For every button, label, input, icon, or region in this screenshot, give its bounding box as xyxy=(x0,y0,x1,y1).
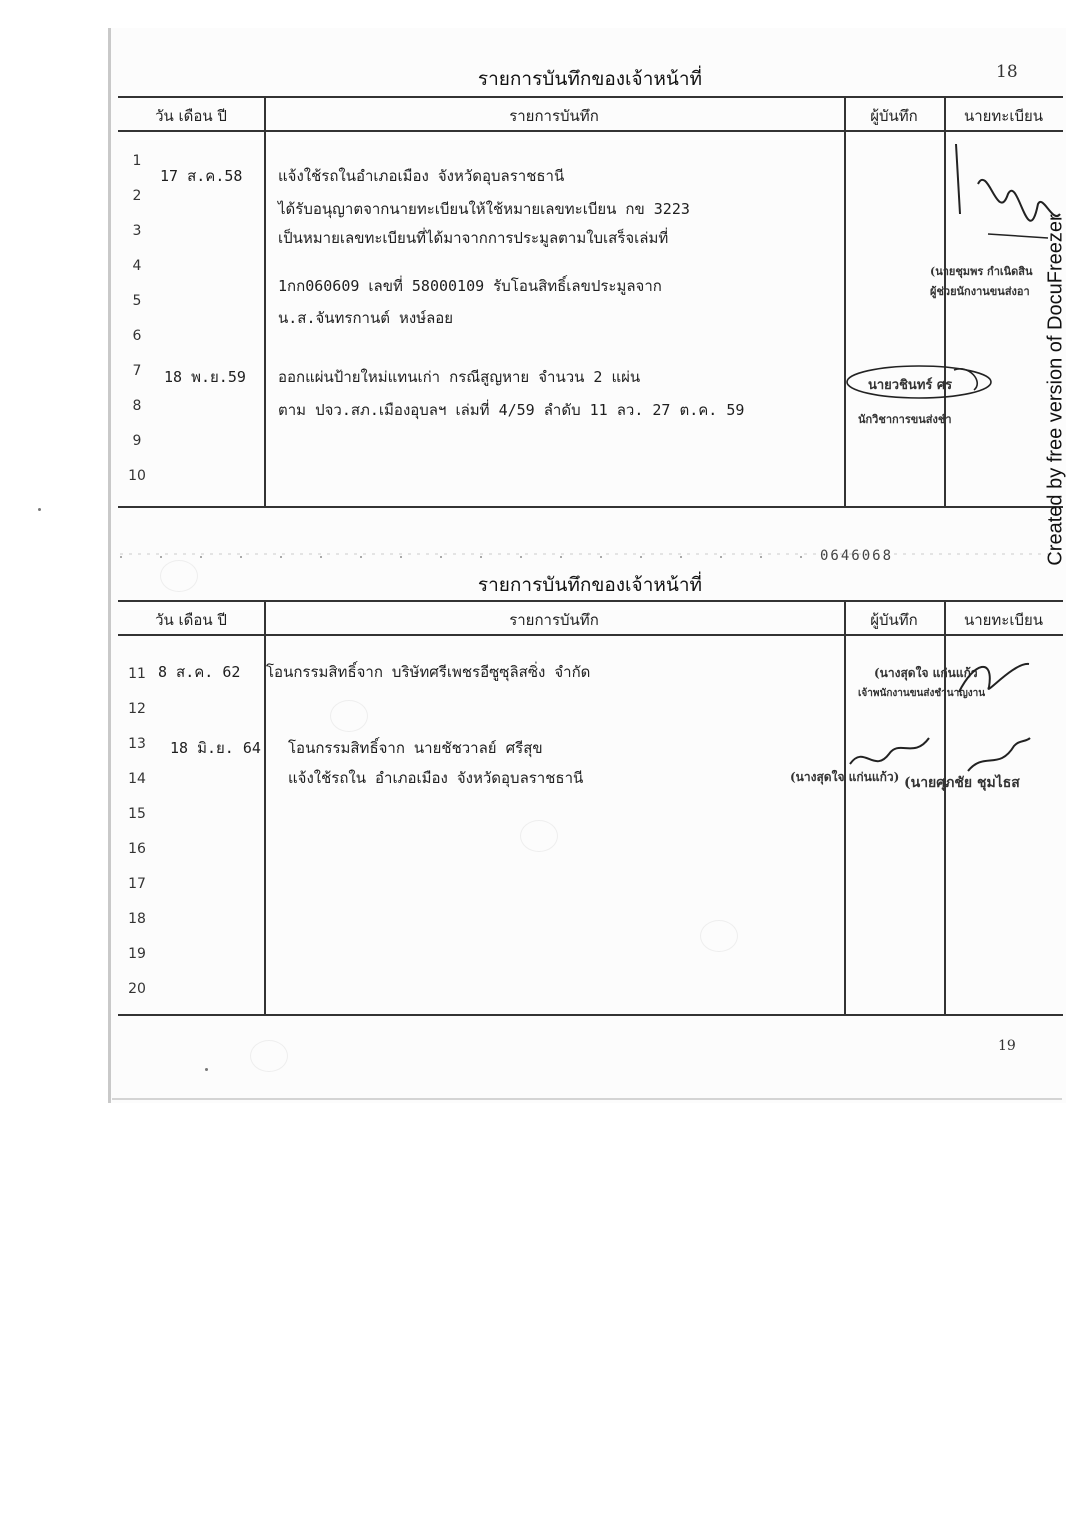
entry-date: 17 ส.ค.58 xyxy=(160,167,243,185)
entry-line: เป็นหมายเลขทะเบียนที่ได้มาจากการประมูลตามใบเสร็จเล่มที่ xyxy=(278,229,669,247)
row-number: 19 xyxy=(128,946,146,962)
header-entry: รายการบันทึก xyxy=(509,611,599,629)
row-number: 2 xyxy=(132,188,142,204)
record-table-2 xyxy=(118,600,1063,1016)
registrar-stamp-title: ผู้ช่วยนักงานขนส่งอา xyxy=(930,285,1030,298)
header-divider xyxy=(118,130,1063,132)
section-title: รายการบันทึกของเจ้าหน้าที่ xyxy=(477,68,703,90)
signature-icon xyxy=(954,652,1034,702)
row-number: 8 xyxy=(132,398,142,414)
column-divider xyxy=(844,602,846,1014)
row-number: 20 xyxy=(128,981,146,997)
header-registrar: นายทะเบียน xyxy=(963,611,1044,629)
header-date: วัน เดือน ปี xyxy=(155,611,227,629)
header-divider xyxy=(118,634,1063,636)
page-edge xyxy=(112,1098,1062,1100)
record-table-1 xyxy=(118,96,1063,508)
row-number: 1 xyxy=(132,153,142,169)
row-number: 18 xyxy=(128,911,146,927)
row-number: 15 xyxy=(128,806,146,822)
entry-date: 18 พ.ย.59 xyxy=(164,368,246,386)
header-recorder: ผู้บันทึก xyxy=(870,611,918,629)
entry-line: ตาม ปจว.สภ.เมืองอุบลฯ เล่มที่ 4/59 ลำดับ 11 ลว. 27 ต.ค. 59 xyxy=(278,401,745,419)
column-divider xyxy=(844,98,846,506)
registrar-stamp-title: นักวิชาการขนส่งชำ xyxy=(858,413,952,426)
background-pattern xyxy=(250,1040,288,1072)
recorder-stamp-name: (นางสุดใจ แก่นแก้ว xyxy=(874,666,978,680)
recorder-stamp-name: (นางสุดใจ แก่นแก้ว) xyxy=(790,770,900,784)
scan-speck xyxy=(205,1068,208,1071)
column-divider xyxy=(944,98,946,506)
entry-line: โอนกรรมสิทธิ์จาก นายชัชวาลย์ ศรีสุข xyxy=(288,739,543,757)
row-number: 5 xyxy=(132,293,142,309)
scan-speck xyxy=(38,508,41,511)
registrar-stamp-name: (นายชุมพร กำเนิดสิน xyxy=(930,265,1033,278)
entry-line: แจ้งใช้รถในอำเภอเมือง จังหวัดอุบลราชธานี xyxy=(278,167,565,185)
row-number: 4 xyxy=(132,258,142,274)
row-number: 12 xyxy=(128,701,146,717)
header-entry: รายการบันทึก xyxy=(509,107,599,125)
row-number: 16 xyxy=(128,841,146,857)
page-number: 19 xyxy=(998,1038,1016,1054)
row-number: 6 xyxy=(132,328,142,344)
recorder-stamp-title: เจ้าพนักงานขนส่งชำนาญงาน xyxy=(858,688,986,699)
dotted-separator xyxy=(120,548,1060,566)
section-title: รายการบันทึกของเจ้าหน้าที่ xyxy=(477,574,703,596)
header-recorder: ผู้บันทึก xyxy=(870,107,918,125)
row-number: 17 xyxy=(128,876,146,892)
row-number: 14 xyxy=(128,771,146,787)
row-number: 13 xyxy=(128,736,146,752)
watermark xyxy=(1038,170,1074,610)
entry-date: 18 มิ.ย. 64 xyxy=(170,739,261,757)
entry-line: น.ส.จันทรกานต์ หงษ์ลอย xyxy=(278,309,454,327)
watermark-text: Created by free version of DocuFreezer xyxy=(1044,214,1067,566)
entry-line: 1กก060609 เลขที่ 58000109 รับโอนสิทธิ์เลขประมูลจาก xyxy=(278,277,662,295)
row-number: 11 xyxy=(128,666,146,682)
column-divider xyxy=(264,98,266,506)
entry-date: 8 ส.ค. 62 xyxy=(158,663,241,681)
separator-number: 0646068 xyxy=(820,548,894,564)
header-date: วัน เดือน ปี xyxy=(155,107,227,125)
row-number: 10 xyxy=(128,468,146,484)
entry-line: ได้รับอนุญาตจากนายทะเบียนให้ใช้หมายเลขทะเบียน กข 3223 xyxy=(278,200,690,218)
entry-line: ออกแผ่นป้ายใหม่แทนเก่า กรณีสูญหาย จำนวน 2 แผ่น xyxy=(278,368,641,386)
registrar-stamp-name: (นายศุภชัย ชุมไธส xyxy=(904,775,1020,791)
header-registrar: นายทะเบียน xyxy=(963,107,1044,125)
entry-line: โอนกรรมสิทธิ์จาก บริษัทศรีเพชรอีซูซุลิสซิ่ง จำกัด xyxy=(266,663,591,681)
signature-icon xyxy=(964,736,1034,776)
page-mark-top: 18 xyxy=(996,62,1018,82)
registrar-stamp-name: นายวชินทร์ ศร xyxy=(868,378,953,393)
row-number: 7 xyxy=(132,363,142,379)
entry-line: แจ้งใช้รถใน อำเภอเมือง จังหวัดอุบลราชธานี xyxy=(288,769,584,787)
row-number: 3 xyxy=(132,223,142,239)
row-number: 9 xyxy=(132,433,142,449)
